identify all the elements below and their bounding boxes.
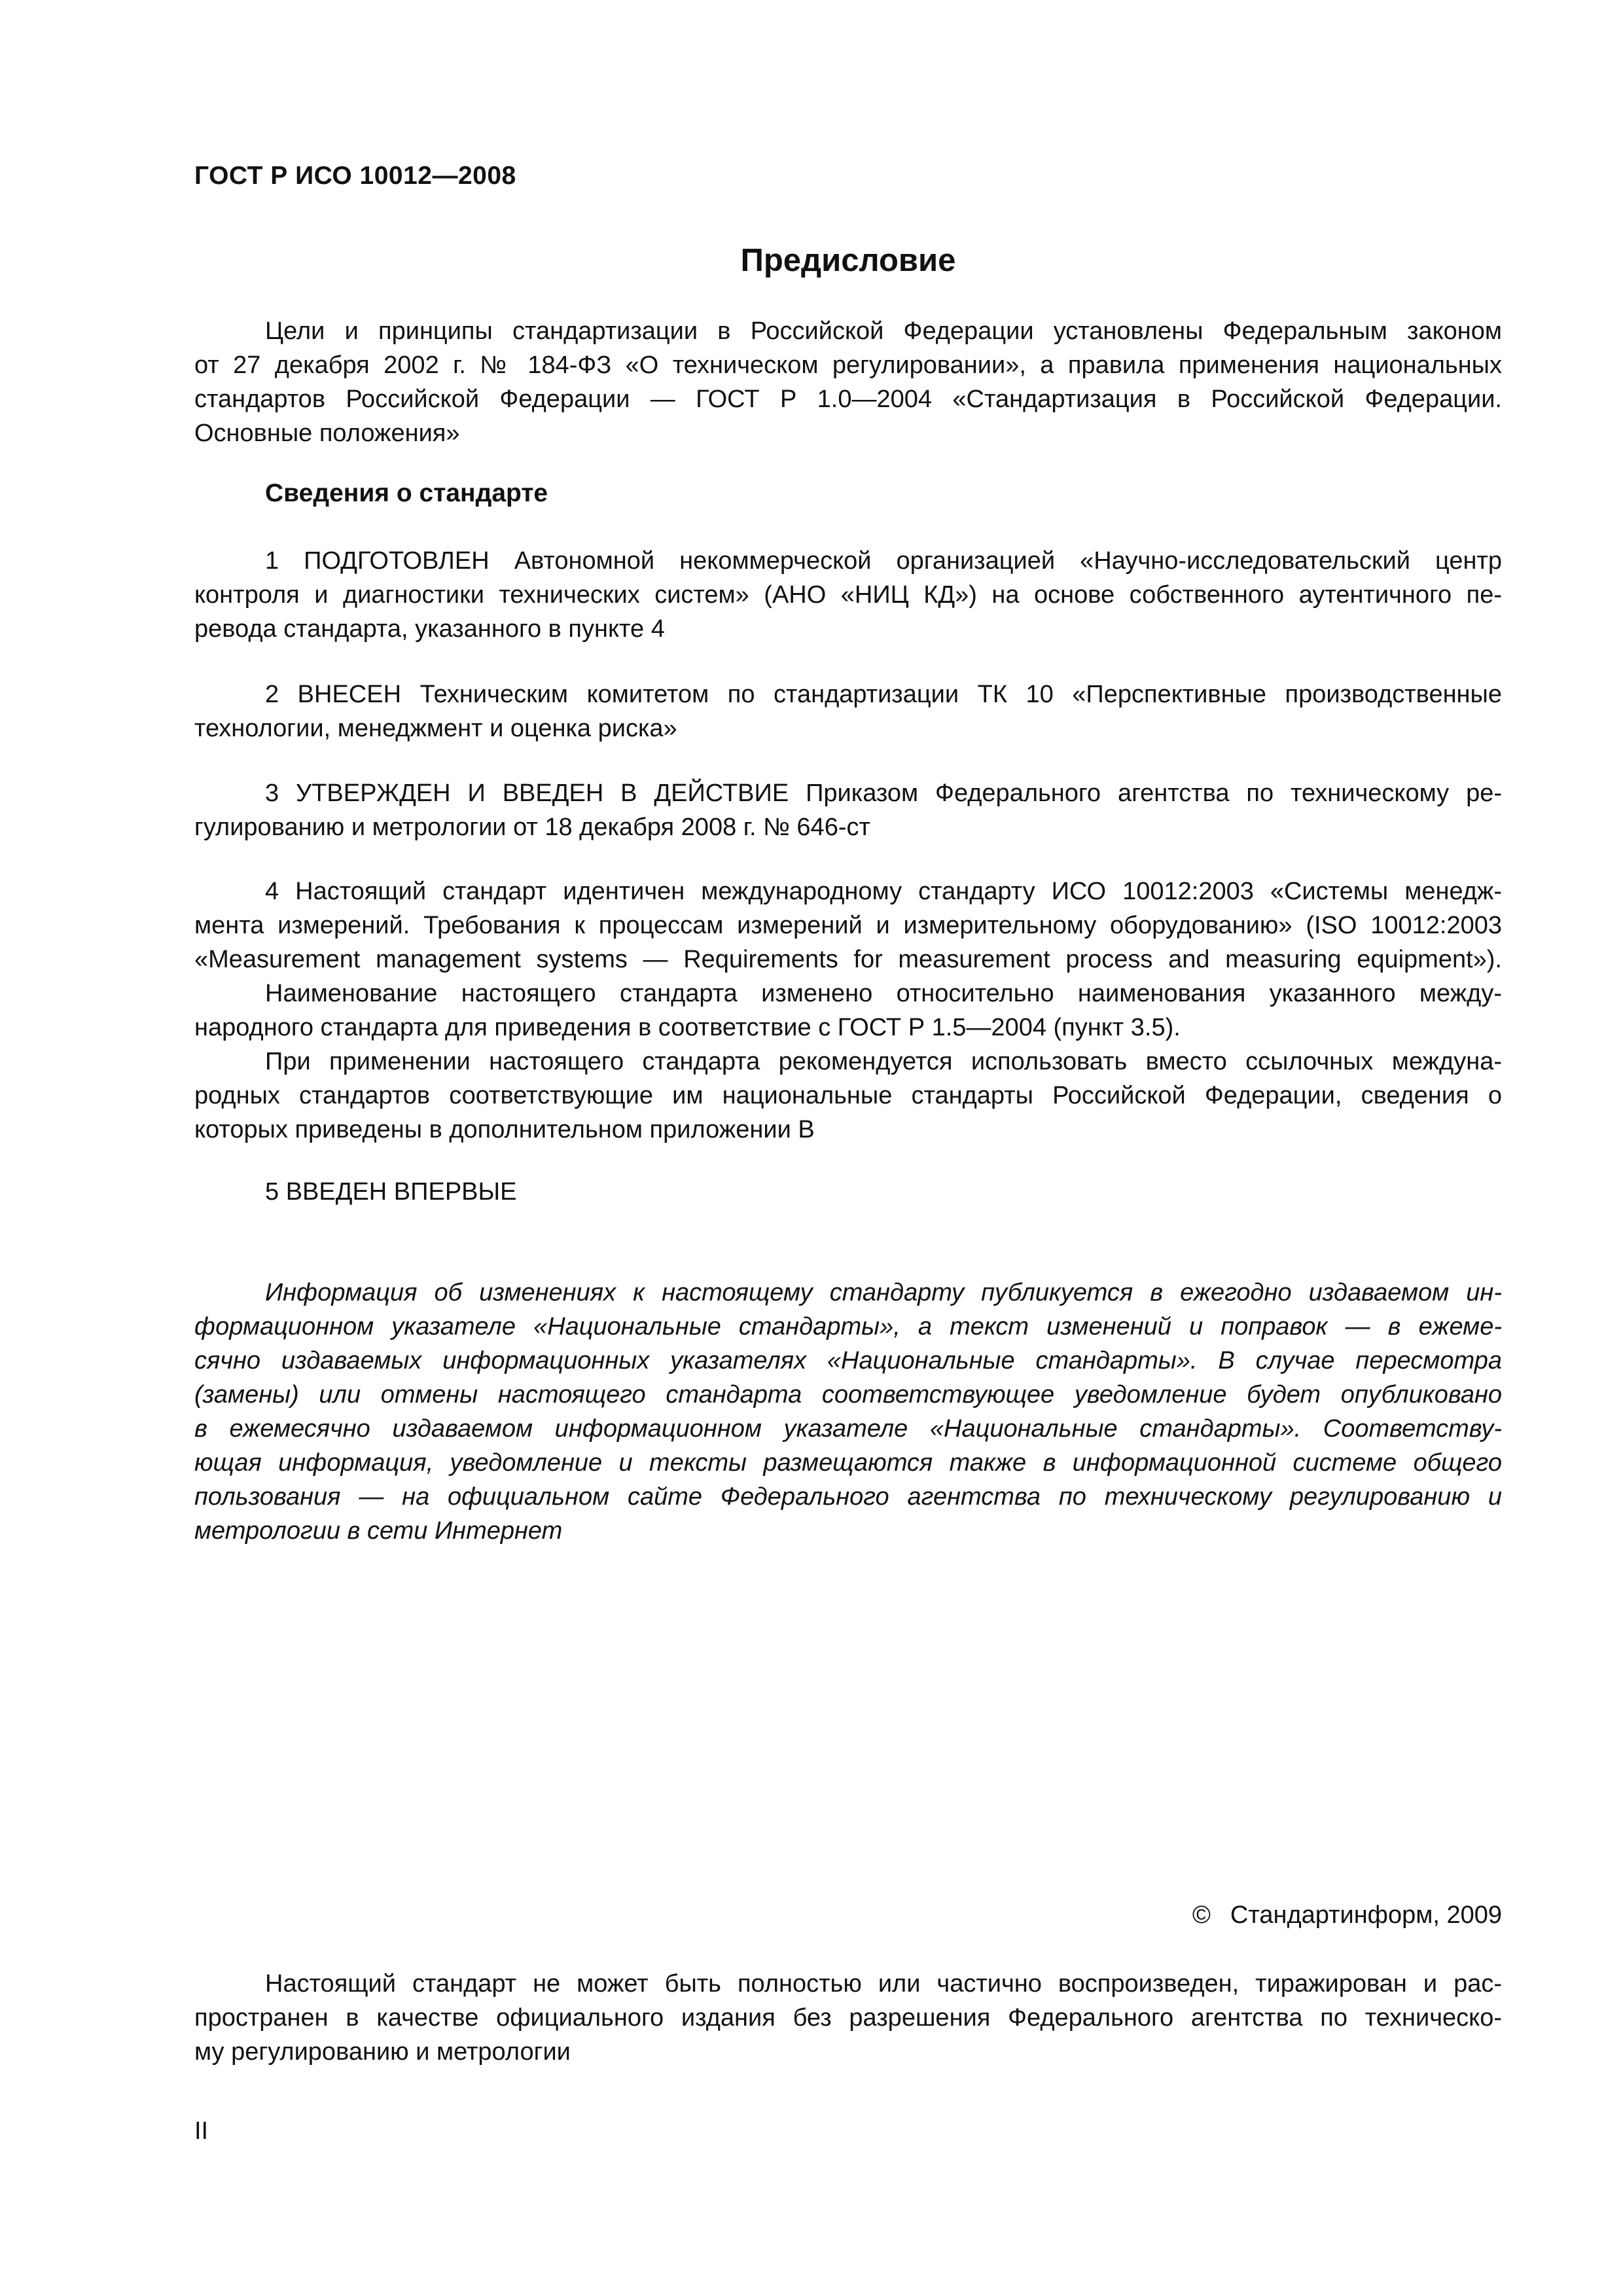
standard-item-2 [194,677,1502,745]
page-number: II [194,2117,209,2145]
text-line: Цели и принципы стандартизации в Российской Федерации установлены Федеральным законом [265,317,1502,345]
page-title: Предисловие [740,243,956,278]
text-line: му регулированию и метрологии [194,2038,571,2066]
text-line: 1 ПОДГОТОВЛЕН Автономной некоммерческой организацией «Научно-исследовательский центр [265,547,1502,575]
text-line: которых приведены в дополнительном приложении В [194,1116,815,1143]
text-line: стандартов Российской Федерации — ГОСТ Р 1.0—2004 «Стандартизация в Российской Федерации. [194,386,1502,413]
text-line: 3 УТВЕРЖДЕН И ВВЕДЕН В ДЕЙСТВИЕ Приказом Федерального агентства по техническому ре- [265,780,1502,807]
text-line: 4 Настоящий стандарт идентичен международному стандарту ИСО 10012:2003 «Системы менедж- [265,878,1502,905]
text-line: сячно издаваемых информационных указателях «Национальные стандарты». В случае пересмотра [194,1347,1502,1374]
text-line: технологии, менеджмент и оценка риска» [194,715,677,742]
text-line: Наименование настоящего стандарта изменено относительно наименования указанного между- [265,980,1502,1007]
text-line: 5 ВВЕДЕН ВПЕРВЫЕ [265,1178,517,1206]
text-line: 2 ВНЕСЕН Техническим комитетом по стандартизации ТК 10 «Перспективные производственные [265,681,1502,708]
text-line: При применении настоящего стандарта рекомендуется использовать вместо ссылочных междуна- [265,1048,1502,1075]
text-line: контроля и диагностики технических систем» (АНО «НИЦ КД») на основе собственного аутентичного пе- [194,581,1502,609]
standard-item-3 [194,776,1502,844]
text-line: от 27 декабря 2002 г. № 184-ФЗ «О техническом регулировании», а правила применения национальных [194,351,1502,379]
reproduction-notice [194,1967,1502,2069]
text-line: метрологии в сети Интернет [194,1517,563,1545]
text-line: «Measurement management systems — Requirements for measurement process and measuring equipment»). [194,946,1502,973]
text-line: Основные положения» [194,420,460,447]
text-line: в ежемесячно издаваемом информационном указателе «Национальные стандарты». Соответству- [194,1415,1502,1443]
standard-item-1 [194,544,1502,646]
document-page [194,0,1502,2296]
text-line: (замены) или отмены настоящего стандарта соответствующее уведомление будет опубликовано [194,1381,1502,1408]
text-line: пространен в качестве официального издания без разрешения Федерального агентства по техническо- [194,2004,1502,2032]
section-subheading: Сведения о стандарте [265,479,548,507]
text-line: родных стандартов соответствующие им национальные стандарты Российской Федерации, сведения о [194,1082,1502,1109]
text-line: ющая информация, уведомление и тексты размещаются также в информационной системе общего [194,1449,1502,1477]
text-line: Настоящий стандарт не может быть полностью или частично воспроизведен, тиражирован и рас- [265,1970,1502,1998]
standard-item-5 [194,1175,1502,1209]
text-line: пользования — на официальном сайте Федерального агентства по техническому регулированию и [194,1483,1502,1511]
text-line: народного стандарта для приведения в соответствие с ГОСТ Р 1.5—2004 (пункт 3.5). [194,1014,1181,1041]
document-code-header: ГОСТ Р ИСО 10012—2008 [194,162,516,190]
amendments-notice [194,1276,1502,1548]
copyright-text: Стандартинформ, 2009 [1230,1901,1502,1929]
standard-item-4 [194,874,1502,1147]
text-line: мента измерений. Требования к процессам измерений и измерительному оборудованию» (ISO 10012:2003 [194,912,1502,939]
copyright-line [1192,1901,1502,1929]
text-line: гулированию и метрологии от 18 декабря 2008 г. № 646-ст [194,814,870,841]
text-line: Информация об изменениях к настоящему стандарту публикуется в ежегодно издаваемом ин- [265,1279,1502,1306]
text-line: ревода стандарта, указанного в пункте 4 [194,615,665,643]
text-line: формационном указателе «Национальные стандарты», а текст изменений и поправок — в ежеме- [194,1313,1502,1340]
copyright-symbol: © [1192,1901,1211,1929]
intro-paragraph [194,314,1502,450]
